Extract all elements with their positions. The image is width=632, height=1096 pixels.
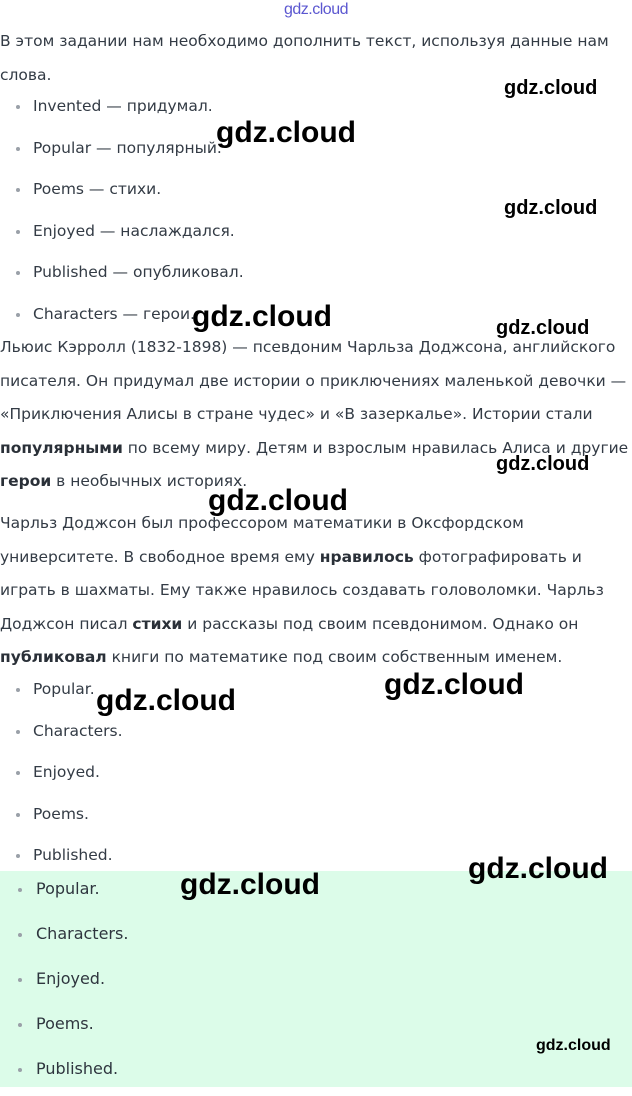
paragraph-dodgson (0, 507, 632, 675)
highlighted-word: стихи (132, 614, 183, 633)
answer-box-list (0, 871, 128, 1096)
site-logo[interactable]: gdz.cloud (284, 1, 348, 18)
watermark: gdz.cloud (536, 1037, 611, 1054)
list-item: Published — опубликовал. (0, 256, 244, 298)
highlighted-word: герои (0, 472, 52, 490)
text-fragment: фотографировать и играть в шахматы. Ему также нравилось создавать головоломки. Чарльз Доджсон писал (0, 547, 604, 633)
list-item: Published. (0, 839, 123, 881)
text-fragment: книги по математике под своим собственным именем. (106, 648, 563, 666)
text-fragment: в необычных историях. (51, 472, 248, 490)
list-item: Characters. (0, 916, 128, 961)
list-item: Characters — герои. (0, 298, 244, 340)
watermark: gdz.cloud (96, 684, 236, 717)
list-item: Characters. (0, 715, 123, 757)
watermark: gdz.cloud (504, 77, 598, 99)
watermark: gdz.cloud (180, 868, 320, 901)
text-fragment: и рассказы под своим псевдонимом. Однако он (182, 614, 579, 633)
highlighted-word: популярными (0, 438, 123, 457)
text-fragment: Льюис Кэрролл (1832-1898) — псевдоним Чарльза Доджсона, английского писателя. Он придумал две истории о приключениях маленькой девочки — «Приключения Алисы в стране чудес» и «В зазеркалье». Истории стали (0, 338, 627, 423)
intro-text: В этом задании нам необходимо дополнить текст, используя данные нам слова. (0, 32, 609, 84)
watermark: gdz.cloud (468, 852, 608, 885)
list-item: Published. (0, 1051, 128, 1096)
list-item: Enjoyed — наслаждался. (0, 215, 244, 257)
watermark: gdz.cloud (496, 317, 590, 339)
highlighted-word: публиковал (0, 648, 107, 666)
list-item: Poems — стихи. (0, 173, 244, 215)
list-item: Popular — популярный. (0, 132, 244, 174)
watermark: gdz.cloud (496, 453, 590, 475)
list-item: Poems. (0, 798, 123, 840)
list-item: Enjoyed. (0, 961, 128, 1006)
list-item: Invented — придумал. (0, 90, 244, 132)
text-fragment: Чарльз Доджсон был профессором математики в Оксфордском университете. В свободное время ему (0, 514, 524, 566)
watermark: gdz.cloud (216, 116, 356, 149)
list-item: Poems. (0, 1006, 128, 1051)
list-item: Popular. (0, 871, 128, 916)
list-item: Enjoyed. (0, 756, 123, 798)
highlighted-word: нравилось (319, 547, 414, 566)
text-fragment: по всему миру. Детям и взрослым нравилась Алиса и другие (122, 438, 629, 457)
watermark: gdz.cloud (208, 484, 348, 517)
watermark: gdz.cloud (192, 300, 332, 333)
watermark: gdz.cloud (384, 668, 524, 701)
list-item: Popular. (0, 673, 123, 715)
watermark: gdz.cloud (504, 197, 598, 219)
